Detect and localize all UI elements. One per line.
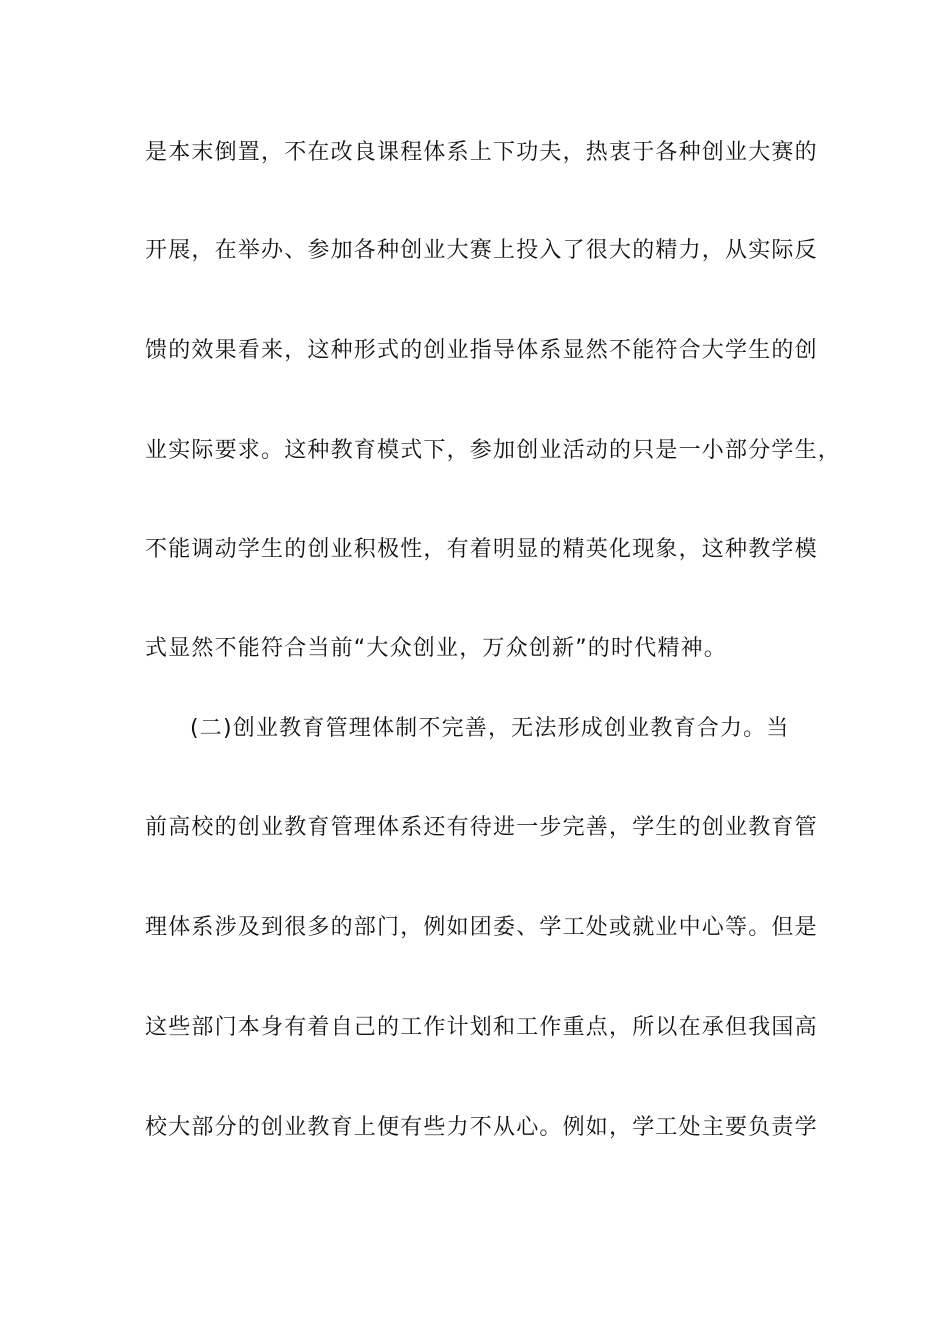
paragraph-line: 是本末倒置，不在改良课程体系上下功夫，热衷于各种创业大赛的 [145,140,818,165]
paragraph-line: 不能调动学生的创业积极性，有着明显的精英化现象，这种教学模 [145,537,818,562]
paragraph-line: 馈的效果看来，这种形式的创业指导体系显然不能符合大学生的创 [145,338,818,363]
paragraph-line: 这些部门本身有着自己的工作计划和工作重点，所以在承但我国高 [145,1015,818,1040]
paragraph-line: 校大部分的创业教育上便有些力不从心。例如，学工处主要负责学 [145,1115,818,1140]
paragraph-line: 理体系涉及到很多的部门，例如团委、学工处或就业中心等。但是 [145,915,818,940]
paragraph-line: 式显然不能符合当前“大众创业，万众创新”的时代精神。 [145,636,727,661]
section-heading-line: (二)创业教育管理体制不完善，无法形成创业教育合力。当 [190,716,790,741]
paragraph-line: 前高校的创业教育管理体系还有待进一步完善，学生的创业教育管 [145,815,818,840]
paragraph-line: 开展，在举办、参加各种创业大赛上投入了很大的精力，从实际反 [145,238,818,263]
paragraph-line: 业实际要求。这种教育模式下，参加创业活动的只是一小部分学生， [145,438,842,463]
